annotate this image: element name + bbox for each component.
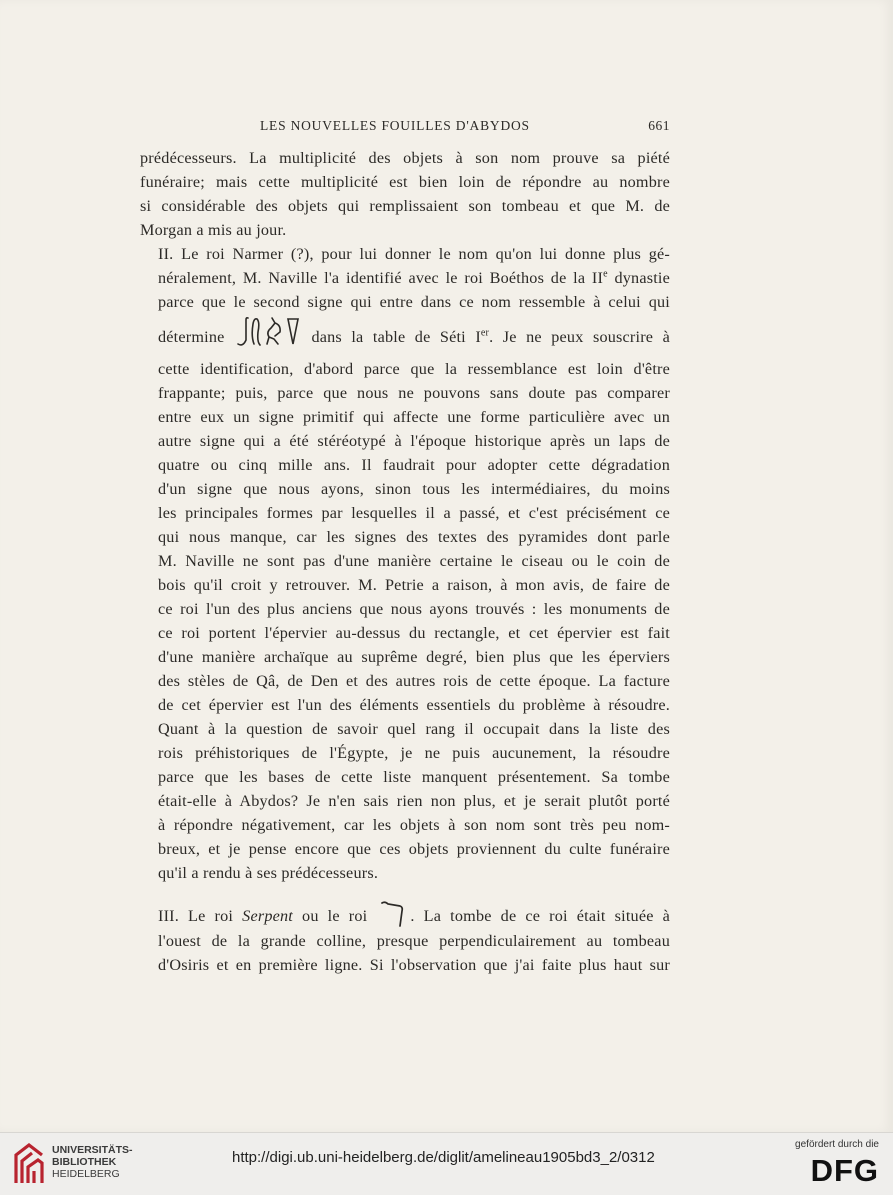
text-line: qu'il a rendu à ses prédécesseurs.: [158, 864, 379, 882]
library-name: UNIVERSITÄTS- BIBLIOTHEK HEIDELBERG: [52, 1144, 133, 1180]
text-line: M. Naville ne sont pas d'une manière certaine le ciseau ou le coin de: [158, 552, 670, 570]
text-line: funéraire; mais cette multiplicité est bien loin de répondre au nombre: [140, 173, 670, 191]
text-line: détermine dans la table de Séti Ier. Je ne peux souscrire à: [140, 314, 670, 357]
text-line: III. Le roi Serpent ou le roi . La tombe de ce roi était située à: [140, 899, 670, 929]
text-line: de cet épervier est l'un des éléments essentiels du problème à résoudre.: [158, 696, 670, 714]
text-line: cette identification, d'abord parce que la ressemblance est loin d'être: [158, 360, 670, 378]
text-line: Quant à la question de savoir quel rang il occupait dans la liste des: [158, 720, 670, 738]
text-line: breux, et je pense encore que ces objets proviennent du culte funéraire: [158, 840, 670, 858]
text-line: à répondre négativement, car les objets à son nom sont très peu nom-: [158, 816, 670, 834]
text-line: prédécesseurs. La multiplicité des objets à son nom prouve sa piété: [140, 149, 670, 167]
text-line: rois préhistoriques de l'Égypte, je ne puis aucunement, la résoudre: [158, 744, 670, 762]
body-text: [140, 146, 670, 977]
serpent-hieroglyph-icon: [376, 899, 410, 929]
text-line: des stèles de Qâ, de Den et des autres rois de cette époque. La facture: [158, 672, 670, 690]
header-title: LES NOUVELLES FOUILLES D'ABYDOS: [260, 118, 530, 133]
text-line: parce que le second signe qui entre dans ce nom ressemble à celui qui: [158, 293, 670, 311]
text-line: autre signe qui a été stéréotypé à l'époque historique après un laps de: [158, 432, 670, 450]
text-line: d'un signe que nous ayons, sinon tous les intermédiaires, du moins: [158, 480, 670, 498]
viewer-footer: [0, 1132, 893, 1195]
permalink-url[interactable]: http://digi.ub.uni-heidelberg.de/diglit/amelineau1905bd3_2/0312: [232, 1149, 655, 1166]
text-line: les principales formes par lesquelles il a passé, et c'est précisément ce: [158, 504, 670, 522]
page-number: 661: [648, 118, 670, 133]
text-line: II. Le roi Narmer (?), pour lui donner le nom qu'on lui donne plus gé-: [158, 245, 670, 263]
dfg-logo: DFG: [810, 1153, 879, 1188]
text-line: Morgan a mis au jour.: [140, 221, 287, 239]
text-line: qui nous manque, car les signes des textes des pyramides dont parle: [158, 528, 670, 546]
text-line: ce roi portent l'épervier au-dessus du rectangle, et cet épervier est fait: [158, 624, 670, 642]
text-line: entre eux un signe primitif qui affecte une forme particulière avec un: [158, 408, 670, 426]
text-line: frappante; puis, parce que nous ne pouvons sans doute pas comparer: [158, 384, 670, 402]
text-line: parce que les bases de cette liste manquent présentement. Sa tombe: [158, 768, 670, 786]
paragraph-3: [140, 899, 670, 977]
funding-caption: gefördert durch die: [795, 1139, 879, 1150]
text-line: quatre ou cinq mille ans. Il faudrait pour adopter cette dégradation: [158, 456, 670, 474]
text-line: d'une manière archaïque au suprême degré, bien plus que les éperviers: [158, 648, 670, 666]
running-header: [140, 118, 670, 138]
text-line: l'ouest de la grande colline, presque perpendiculairement au tombeau: [158, 932, 670, 950]
university-library-logo-icon: [12, 1141, 46, 1187]
text-line: était-elle à Abydos? Je n'en sais rien non plus, et je serait plutôt porté: [158, 792, 670, 810]
hieroglyph-group-icon: [234, 314, 302, 348]
paragraph-1: [140, 146, 670, 242]
text-line: si considérable des objets qui remplissaient son tombeau et que M. de: [140, 197, 670, 215]
text-line: néralement, M. Naville l'a identifié avec le roi Boéthos de la IIe dynastie: [158, 268, 671, 287]
text-line: bois qu'il croit y retrouver. M. Petrie a raison, à mon avis, de faire de: [158, 576, 670, 594]
text-line: ce roi l'un des plus anciens que nous ayons trouvés : les monuments de: [158, 600, 670, 618]
text-line: d'Osiris et en première ligne. Si l'observation que j'ai faite plus haut sur: [158, 956, 670, 974]
paragraph-2: [140, 242, 670, 885]
